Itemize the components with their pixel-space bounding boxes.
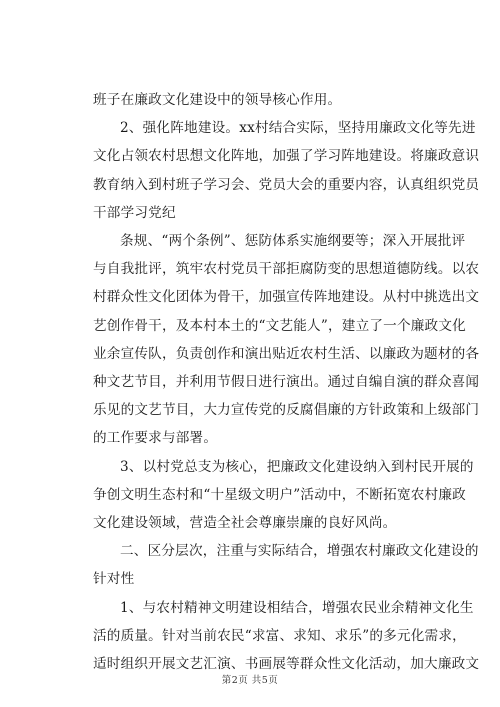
page-number-footer: 第2页 共5页 [221, 675, 279, 686]
text-line: 与自我批评，筑牢农村党员干部拒腐防变的思想道德防线。以农 [93, 261, 480, 278]
text-line: 2、强化阵地建设。xx村结合实际，坚持用廉政文化等先进 [120, 120, 476, 137]
text-line: 文化建设领域，营造全社会尊廉崇廉的良好风尚。 [93, 515, 397, 532]
text-line: 种文艺节目，并利用节假日进行演出。通过自编自演的群众喜闻 [93, 374, 480, 391]
text-line: 适时组织开展文艺汇演、书画展等群众性文化活动，加大廉政文 [93, 656, 480, 673]
text-line: 争创文明生态村和“十星级文明户”活动中，不断拓宽农村廉政 [93, 486, 466, 503]
text-line: 村群众性文化团体为骨干，加强宣传阵地建设。从村中挑选出文 [93, 289, 480, 306]
text-line: 干部学习党纪 [93, 204, 176, 221]
text-line: 3、以村党总支为核心，把廉政文化建设纳入到村民开展的 [120, 458, 474, 475]
text-line: 教育纳入到村班子学习会、党员大会的重要内容，认真组织党员 [93, 176, 480, 193]
text-line: 条规、“两个条例”、惩防体系实施纲要等；深入开展批评 [120, 233, 466, 250]
section-heading-line: 二、区分层次，注重与实际结合，增强农村廉政文化建设的 [120, 543, 479, 560]
text-line: 艺创作骨干，及本村本土的“文艺能人”，建立了一个廉政文化 [93, 317, 466, 334]
document-body [93, 86, 480, 678]
text-line: 乐见的文艺节目，大力宣传党的反腐倡廉的方针政策和上级部门 [93, 402, 480, 419]
text-line: 活的质量。针对当前农民“求富、求知、求乐”的多元化需求， [93, 627, 466, 644]
section-heading-line: 针对性 [93, 571, 135, 588]
text-line: 1、与农村精神文明建设相结合，增强农民业余精神文化生 [120, 599, 474, 616]
text-line: 的工作要求与部署。 [93, 430, 218, 447]
text-line: 班子在廉政文化建设中的领导核心作用。 [93, 92, 342, 108]
text-line: 业余宣传队，负责创作和演出贴近农村生活、以廉政为题材的各 [93, 345, 480, 362]
text-line: 文化占领农村思想文化阵地，加强了学习阵地建设。将廉政意识 [93, 148, 480, 165]
